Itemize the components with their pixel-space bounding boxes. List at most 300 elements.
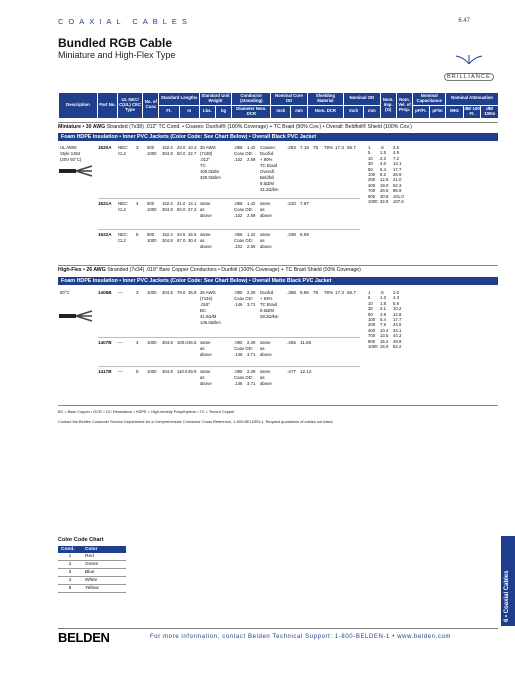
description-text: UL AWM [60,145,77,150]
col-att-mhz: MHz [446,105,464,117]
cable-illustration-icon [58,308,94,324]
attenuation-mhz: 50 [368,166,373,172]
col-attenuation: Nominal Attenuation [446,93,498,105]
length-ft: 500 [147,145,155,150]
core-od-inch: Coax OD: [234,207,253,212]
attenuation-mhz: 700 [368,333,376,339]
attenuation-db-100m: 7.2 [393,155,399,161]
shielding-spec: Duofoil [260,151,274,156]
coax-count: 5 [136,369,139,374]
core-od-inch: .090 [234,340,243,345]
table-row [58,585,126,593]
shielding-spec: above [260,352,272,357]
core-od-inch: Coax OD: [234,346,253,351]
core-od-mm: 2.29 [247,340,256,345]
core-od-mm: 2.59 [247,213,256,218]
shielding-spec: above [260,244,272,249]
ul-nec-type: — [118,369,123,374]
attenuation-db-100ft: 7.5 [380,322,386,328]
attenuation-db-100ft: 1.5 [380,150,386,156]
shielding-spec: Beldfoil [260,175,275,180]
coax-count: 3 [136,290,139,295]
attenuation-db-100m: 44.3 [393,333,402,339]
conductor-spec: .019" [200,302,210,307]
part-number: 1520A [98,145,112,150]
attenuation-mhz: 400 [368,327,376,333]
description-text: 60°C [60,290,70,295]
conductor-spec: 41.5Ω/M [200,314,217,319]
brilliance-mark-icon [454,54,484,65]
length-m: 304.8 [162,207,173,212]
attenuation-db-100m: 13.1 [393,161,402,167]
core-od-inch: .146 [234,302,243,307]
attenuation-db-100m: 49.9 [393,338,402,344]
attenuation-mhz: 10 [368,300,373,306]
conductor-spec: BC [200,308,206,313]
col-no-coax: No. of Coax [143,93,159,118]
table-row [58,569,126,577]
weight-kg: 27.3 [188,207,197,212]
conductor-spec: 328.0Ω/km [200,175,221,180]
core-od-inch: .102 [234,213,243,218]
core-od-inch: Coax OD: [234,296,253,301]
conductor-spec: 26 AWG [200,290,216,295]
weight-lbs: 60.0 [177,207,186,212]
weight-kg: 49.9 [188,369,197,374]
weight-kg: 30.4 [188,238,197,243]
conductor-spec: same [200,232,211,237]
brilliance-logo [440,54,498,83]
core-od-mm: 3.71 [247,352,256,357]
conductor-spec: 100.0Ω/M [200,169,219,174]
weight-lbs: 110.0 [177,369,188,374]
col-ul-nec: UL NEC/ C(UL) CEC Type [118,93,143,118]
conductor-spec: same [200,340,211,345]
coax-count: 4 [136,340,139,345]
part-number: 1522A [98,232,112,237]
weight-kg: 10.4 [188,145,197,150]
col-core-od: Nominal Core OD [271,93,307,105]
shielding-spec: 31.2Ω/km [260,187,279,192]
col-shielding: Shielding Material [307,93,343,105]
attenuation-db-100ft: 3.1 [380,306,386,312]
nominal-od-inch: .455 [287,340,296,345]
ul-nec-type: — [118,340,123,345]
shielding-spec: as [260,375,265,380]
attenuation-db-100ft: 10.4 [380,327,389,333]
conductor-spec: .012" [200,157,210,162]
table-row [58,553,126,561]
shielding-spec: TC Braid [260,163,277,168]
highflex-heading-text: Stranded (7x34) .019" Bare Copper Conductors • Duofoil (100% Coverage) + TC Braid Shield (93% Coverage) [105,267,361,273]
part-number: 1406B [98,290,112,295]
col-nominal-od: Nominal OD [344,93,380,105]
shielding-spec: Duofoil [260,290,274,295]
weight-lbs: 50.0 [177,151,186,156]
description-text: Style 1354 [60,151,81,156]
attenuation-mhz: 900 [368,193,376,199]
cable-illustration-icon [58,163,94,179]
core-od-inch: .102 [234,244,243,249]
conductor-spec: as [200,238,205,243]
attenuation-mhz: 1000 [368,344,378,349]
attenuation-mhz: 700 [368,188,376,194]
part-number: 1407B [98,340,112,345]
conductor-spec: as [200,375,205,380]
divider [58,122,498,123]
attenuation-db-100m: 17.7 [393,317,402,322]
description-text: (30V 60°C) [60,157,82,162]
weight-kg: 14.1 [188,201,197,206]
attenuation-db-100ft: 30.8 [380,193,389,199]
attenuation-db-100ft: 26.5 [380,188,389,194]
coax-count: 5 [136,232,139,237]
cond-number: 5 [58,585,82,593]
conductor-spec: 30 AWG [200,145,216,150]
attenuation-db-100ft: 8.2 [380,172,386,177]
weight-kg: 22.7 [188,151,197,156]
nominal-od-mm: 11.56 [300,340,312,345]
shielding-spec: + 90% [260,157,273,162]
color-chart-col-color: Color [82,546,126,553]
core-od-mm: 2.29 [247,369,256,374]
attenuation-mhz: 30 [368,161,373,167]
attenuation-db-100ft: 1.3 [380,295,386,301]
conductor-spec: above [200,381,212,386]
attenuation-db-100m: 2.0 [393,290,399,295]
shielding-spec: same [260,201,271,206]
attenuation-db-100ft: 5.4 [380,166,386,172]
col-od-mm: mm [364,105,380,117]
attenuation-db-100m: 34.1 [393,327,402,333]
attenuation-mhz: 100 [368,317,376,322]
cond-number: 1 [58,553,82,561]
ul-nec-type: CL2 [118,207,126,212]
miniature-heading-text: Stranded (7x38) .012" TC Cond. • Coaxes: Duofoil® (100% Coverage) + TC Braid (90% Cov.) • Overall: Beldfoil® Shield (100% Cov.) [105,124,412,130]
color-chart-col-cond: Cond. [58,546,82,553]
attenuation-db-100ft: 15.2 [380,338,389,344]
core-od-inch: .056 [234,232,243,237]
capacitance-pf-m: 56.7 [347,290,356,295]
attenuation-db-100m: 26.9 [393,172,402,177]
core-od-mm: 2.59 [247,244,256,249]
table-row [58,577,126,585]
part-number: 1521A [98,201,112,206]
col-att-100m: dB/ 100m [481,105,498,117]
weight-kg: 15.6 [188,232,197,237]
core-od-inch: .056 [234,201,243,206]
divider [58,405,498,406]
col-description: Description [59,93,98,118]
core-od-mm: 3.71 [247,302,256,307]
shielding-spec: as [260,207,265,212]
conductor-spec: same [200,201,211,206]
attenuation-db-100m: 62.3 [393,182,402,188]
shielding-spec: 8.6Ω/M [260,308,274,313]
shielding-spec: same [260,340,271,345]
capacitance-pf-ft: 17.3 [335,290,344,295]
attenuation-db-100ft: 32.8 [380,199,389,204]
section-tab-label: 6 • Coaxial Cables [504,570,510,622]
weight-lbs: 79.0 [177,290,186,295]
col-kg: kg [216,105,232,117]
footer-divider [58,628,498,629]
ul-nec-type: CL2 [118,151,126,156]
core-od-mm: 1.42 [247,145,256,150]
attenuation-mhz: 200 [368,322,376,328]
shielding-spec: above [260,381,272,386]
conductor-spec: (7x34) [200,296,213,301]
row-divider [98,229,360,230]
shielding-spec: same [260,232,271,237]
shielding-spec: Overall: [260,169,275,174]
col-ft: Ft. [159,105,179,117]
attenuation-db-100m: 86.9 [393,188,402,194]
divider [58,265,498,266]
core-od-inch: .056 [234,145,243,150]
core-od-inch: Coax OD: [234,151,253,156]
contact-footnote: Contact the Belden Customer Service Department for a Comprehensive Connector Cross Reference, 1-800-BELDEN-1. Request quotations of cables not listed. [58,419,334,424]
length-m: 304.8 [162,290,173,295]
ul-nec-type: — [118,290,123,295]
length-m: 304.8 [162,369,173,374]
attenuation-db-100ft: 1.8 [380,300,386,306]
cond-color: Yellow [82,585,126,593]
color-chart-table [58,546,126,593]
weight-lbs: 67.0 [177,238,186,243]
ul-nec-type: NEC: [118,232,129,237]
attenuation-mhz: 200 [368,177,376,183]
miniature-bar: Foam HDPE Insulation • Inner PVC Jackets (Color Code: See Chart Below) • Overall Black PVC Jacket [58,133,498,141]
abbrev-footnote: BC = Bare Copper • DCR = DC Resistance • HDPE = High-density Polyethylene • TC = Tinned Copper [58,409,235,414]
core-od-mm: 2.59 [247,157,256,162]
core-od-inch: .102 [234,157,243,162]
attenuation-db-100m: 41.0 [393,177,402,183]
conductor-spec: as [200,207,205,212]
velocity: 78% [324,290,334,295]
impedance: 75 [313,290,319,295]
attenuation-mhz: 1000 [368,199,378,204]
attenuation-db-100ft: 19.0 [380,182,389,188]
conductor-spec: above [200,352,212,357]
impedance: 75 [313,145,319,150]
col-std-lengths: Standard Lengths [159,93,199,105]
coax-count: 3 [136,145,139,150]
nominal-od-mm: 12.12 [300,369,312,374]
attenuation-db-100m: 2.6 [393,145,399,150]
attenuation-db-100m: 24.6 [393,322,402,328]
conductor-spec: above [200,244,212,249]
belden-logo: BELDEN [58,630,110,645]
nominal-od-mm: 7.19 [300,145,309,150]
length-m: 304.8 [162,238,173,243]
col-m: m [179,105,199,117]
shielding-spec: TC Braid [260,302,277,307]
core-od-mm: 1.42 [247,201,256,206]
core-od-mm: 1.42 [247,232,256,237]
length-ft: 1000 [147,238,157,243]
attenuation-mhz: 50 [368,311,373,317]
attenuation-db-100ft: 4.0 [380,161,386,167]
core-od-inch: .146 [234,381,243,386]
conductor-spec: TC [200,163,206,168]
nominal-od-mm: 9.86 [300,290,309,295]
cond-number: 4 [58,577,82,585]
col-core-inch: Inch [271,105,291,117]
ul-nec-type: NEC: [118,201,129,206]
length-ft: 1000 [147,207,157,212]
col-att-100ft: dB/ 100 Ft. [464,105,480,116]
miniature-heading-bold: Miniature • 30 AWG [58,124,106,130]
col-cap-pff: pF/Ft. [413,105,430,117]
length-ft: 500 [147,201,155,206]
category-header: COAXIAL CABLES [58,17,192,26]
attenuation-db-100ft: 5.4 [380,317,386,322]
attenuation-db-100m: 52.2 [393,344,402,349]
weight-lbs: 23.0 [177,145,186,150]
attenuation-mhz: 400 [368,182,376,188]
row-divider [98,198,360,199]
row-divider [98,337,360,338]
attenuation-mhz: 1 [368,290,371,295]
section-tab [501,536,515,626]
col-capacitance: Nominal Capacitance [413,93,446,105]
col-core-mm: mm [291,105,307,117]
row-divider [98,366,360,367]
length-m: 152.4 [162,201,173,206]
cond-number: 3 [58,569,82,577]
part-number: 1417B [98,369,112,374]
column-header-table [58,93,498,118]
attenuation-db-100m: 4.9 [393,150,399,156]
col-lbs: Lbs. [199,105,215,117]
capacitance-pf-ft: 17.3 [335,145,344,150]
attenuation-db-100m: 5.9 [393,300,399,306]
nominal-od-inch: .477 [287,369,296,374]
length-ft: 1000 [147,151,157,156]
col-cap-pfm: pF/m [429,105,446,117]
ul-nec-type: NEC: [118,145,129,150]
core-od-inch: .090 [234,290,243,295]
core-od-mm: 2.29 [247,290,256,295]
conductor-spec: 136.0Ω/km [200,320,221,325]
attenuation-db-100m: 12.8 [393,311,402,317]
length-m: 152.4 [162,232,173,237]
attenuation-db-100ft: 15.9 [380,344,389,349]
nominal-od-inch: .338 [287,232,296,237]
shielding-spec: + 93% [260,296,273,301]
conductor-spec: above [200,213,212,218]
nominal-od-inch: .310 [287,201,296,206]
length-ft: 1000 [147,340,157,345]
attenuation-db-100m: 101.0 [393,193,404,199]
length-m: 304.8 [162,340,173,345]
attenuation-db-100ft: .8 [380,145,384,150]
coax-count: 4 [136,201,139,206]
cond-color: White [82,577,126,585]
col-unit-weight: Standard Unit Weight [199,93,232,105]
length-m: 304.8 [162,151,173,156]
length-ft: 500 [147,232,155,237]
cond-color: Green [82,561,126,569]
attenuation-mhz: 10 [368,155,373,161]
col-od-inch: Inch [344,105,364,117]
core-od-inch: .146 [234,352,243,357]
attenuation-db-100ft: 2.2 [380,155,386,161]
ul-nec-type: CL2 [118,238,126,243]
attenuation-db-100ft: 3.9 [380,311,386,317]
attenuation-db-100m: 17.7 [393,166,402,172]
weight-lbs: 34.5 [177,232,186,237]
attenuation-mhz: 100 [368,172,376,177]
table-row [58,561,126,569]
cond-color: Red [82,553,126,561]
conductor-spec: same [200,369,211,374]
attenuation-mhz: 900 [368,338,376,344]
shielding-spec: 28.2Ω/km [260,314,279,319]
brilliance-wordmark: BRILLIANCE [444,73,494,81]
highflex-heading [58,267,498,274]
highflex-heading-bold: High-Flex • 26 AWG [58,267,106,273]
col-vel: Nom. Vel. of Prop. [396,93,412,118]
weight-lbs: 100.0 [177,340,188,345]
shielding-spec: Coaxes: [260,145,276,150]
nominal-od-inch: .283 [287,145,296,150]
attenuation-mhz: 5 [368,150,371,156]
conductor-spec: (7x38) [200,151,213,156]
miniature-heading [58,124,498,131]
core-od-inch: .090 [234,369,243,374]
nominal-od-mm: 8.59 [300,232,309,237]
attenuation-mhz: 1 [368,145,371,150]
attenuation-mhz: 5 [368,295,371,301]
shielding-spec: as [260,238,265,243]
capacitance-pf-m: 56.7 [347,145,356,150]
col-conductor: Conductor (stranding) [232,93,271,105]
page-title: Bundled RGB Cable [58,36,173,50]
shielding-spec: above [260,213,272,218]
weight-kg: 45.5 [188,340,197,345]
cond-color: Blue [82,569,126,577]
core-od-inch: Coax OD: [234,375,253,380]
attenuation-db-100ft: .6 [380,290,384,295]
col-imp: Nom. Imp. (Ω) [380,93,396,118]
shielding-spec: 9.5Ω/M [260,181,274,186]
cond-number: 2 [58,561,82,569]
col-conductor-sub: Diameter Nom. DCR [232,105,271,117]
color-chart-title: Color Code Chart [58,537,104,543]
weight-kg: 35.8 [188,290,197,295]
length-ft: 1000 [147,290,157,295]
attenuation-mhz: 30 [368,306,373,312]
page-subtitle: Miniature and High-Flex Type [58,50,176,60]
conductor-spec: as [200,346,205,351]
attenuation-db-100ft: 12.5 [380,177,389,183]
attenuation-db-100m: 10.2 [393,306,402,312]
core-od-mm: 3.71 [247,381,256,386]
attenuation-db-100m: 107.6 [393,199,404,204]
weight-lbs: 31.0 [177,201,186,206]
velocity: 78% [324,145,334,150]
attenuation-db-100m: 4.3 [393,295,399,301]
col-part-no: Part No. [97,93,117,118]
length-m: 152.4 [162,145,173,150]
highflex-bar: Foam HDPE Insulation • Inner PVC Jackets (Color Code: See Chart Below) • Overall Matte Black PVC Jacket [58,277,498,285]
length-ft: 1000 [147,369,157,374]
col-shielding-sub: Nom. DCR [307,105,343,117]
footer-contact: For more information, contact Belden Technical Support: 1-800-BELDEN-1 • www.belden.com [150,634,451,640]
nominal-od-inch: .388 [287,290,296,295]
